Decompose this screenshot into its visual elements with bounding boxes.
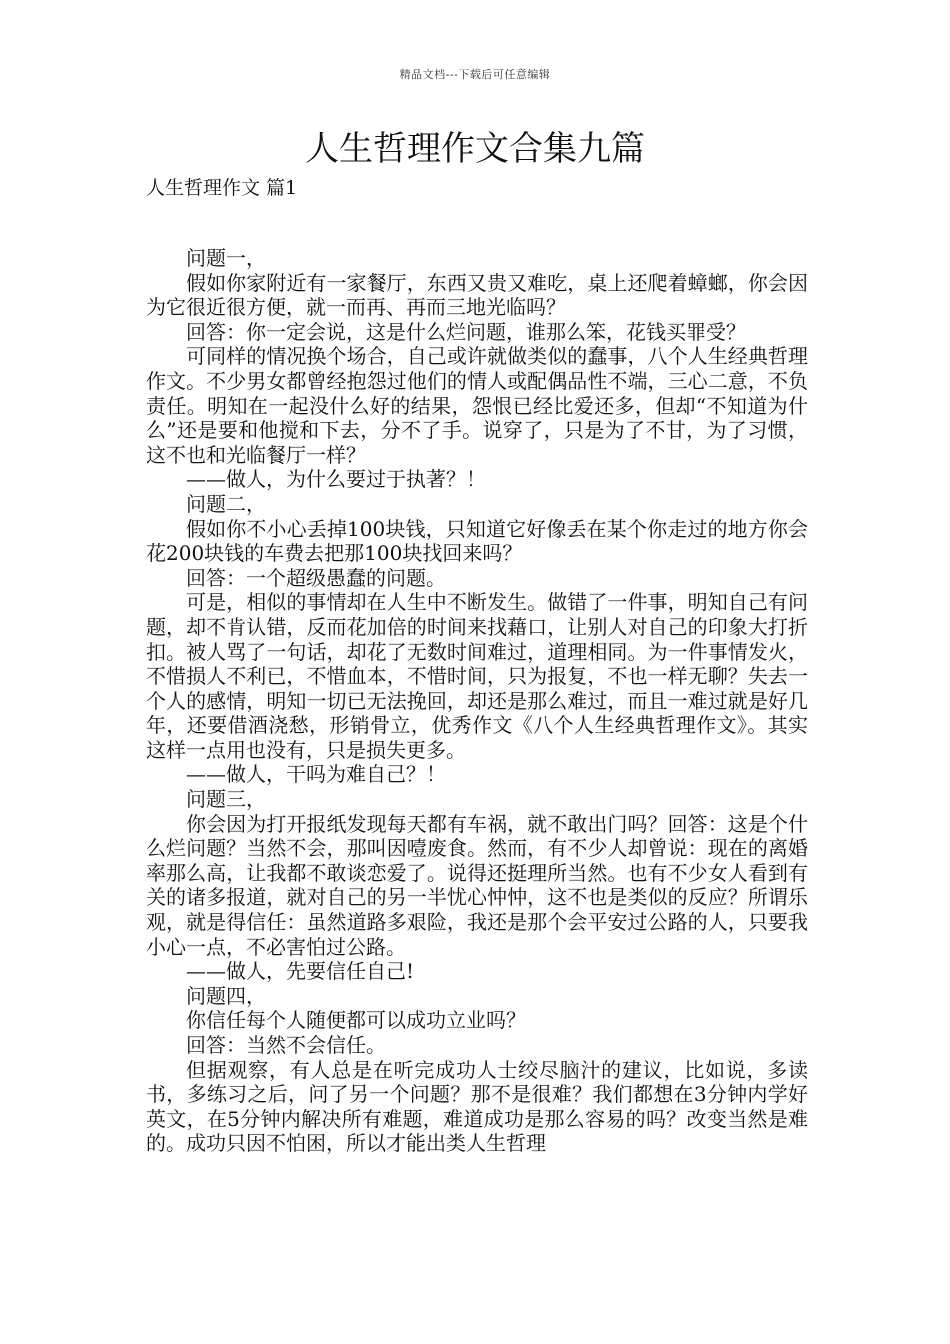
header-note: 精品文档---下载后可任意编辑 [399,68,551,81]
paragraph: 回答：当然不会信任。 [186,1033,386,1057]
paragraph: 可同样的情况换个场合，自己或许就做类似的蠢事，八个人生经典哲理作文。不少男女都曾经抱怨过他们的情人或配偶品性不端，三心二意，不负责任。明知在一起没什么好的结果，怨恨已经比爱还多，但却“不知道为什么”还是要和他搅和下去，分不了手。说穿了，只是为了不甘，为了习惯，这不也和光临餐厅一样？ [146,344,808,467]
paragraph: ——做人，干吗为难自己？！ [186,762,446,787]
paragraph: 你信任每个人随便都可以成功立业吗？ [186,1008,526,1033]
article-body [146,246,808,1156]
paragraph: ——做人，先要信任自己! [186,959,415,984]
document-title: 人生哲理作文合集九篇 [305,129,645,169]
paragraph: 但据观察，有人总是在听完成功人士绞尽脑汁的建议，比如说，多读书，多练习之后，问了另一个问题？那不是很难？我们都想在3分钟内学好英文，在5分钟内解决所有难题，难道成功是那么容易的吗？改变当然是难的。成功只因不怕困，所以才能出类人生哲理 [146,1057,808,1156]
paragraph: 假如你家附近有一家餐厅，东西又贵又难吃，桌上还爬着蟑螂，你会因为它很近很方便，就一而再、再而三地光临吗？ [146,270,808,320]
paragraph: ——做人，为什么要过于执著？！ [186,467,486,492]
paragraph: 假如你不小心丢掉100块钱，只知道它好像丢在某个你走过的地方你会花200块钱的车费去把那100块找回来吗？ [146,516,808,566]
section-heading: 人生哲理作文 篇1 [146,177,298,199]
paragraph: 问题一， [186,246,266,270]
paragraph: 你会因为打开报纸发现每天都有车祸，就不敢出门吗？回答：这是个什么烂问题？当然不会，那叫因噎废食。然而，有不少人却曾说：现在的离婚率那么高，让我都不敢谈恋爱了。说得还挺理所当然。也有不少女人看到有关的诸多报道，就对自己的另一半忧心忡忡，这不也是类似的反应？所谓乐观，就是得信任：虽然道路多艰险，我还是那个会平安过公路的人，只要我小心一点，不必害怕过公路。 [146,811,808,959]
paragraph: 问题三， [186,787,266,812]
paragraph: 问题二， [186,491,266,516]
paragraph: 可是，相似的事情却在人生中不断发生。做错了一件事，明知自己有问题，却不肯认错，反而花加倍的时间来找藉口，让别人对自己的印象大打折扣。被人骂了一句话，却花了无数时间难过，道理相同。为一件事情发火，不惜损人不利已，不惜血本，不惜时间，只为报复，不也一样无聊？失去一个人的感情，明知一切已无法挽回，却还是那么难过，而且一难过就是好几年，还要借酒浇愁，形销骨立，优秀作文《八个人生经典哲理作文》。其实这样一点用也没有，只是损失更多。 [146,590,808,762]
paragraph: 回答：一个超级愚蠢的问题。 [186,565,446,590]
paragraph: 回答：你一定会说，这是什么烂问题，谁那么笨，花钱买罪受？ [186,319,746,344]
paragraph: 问题四， [186,983,266,1008]
